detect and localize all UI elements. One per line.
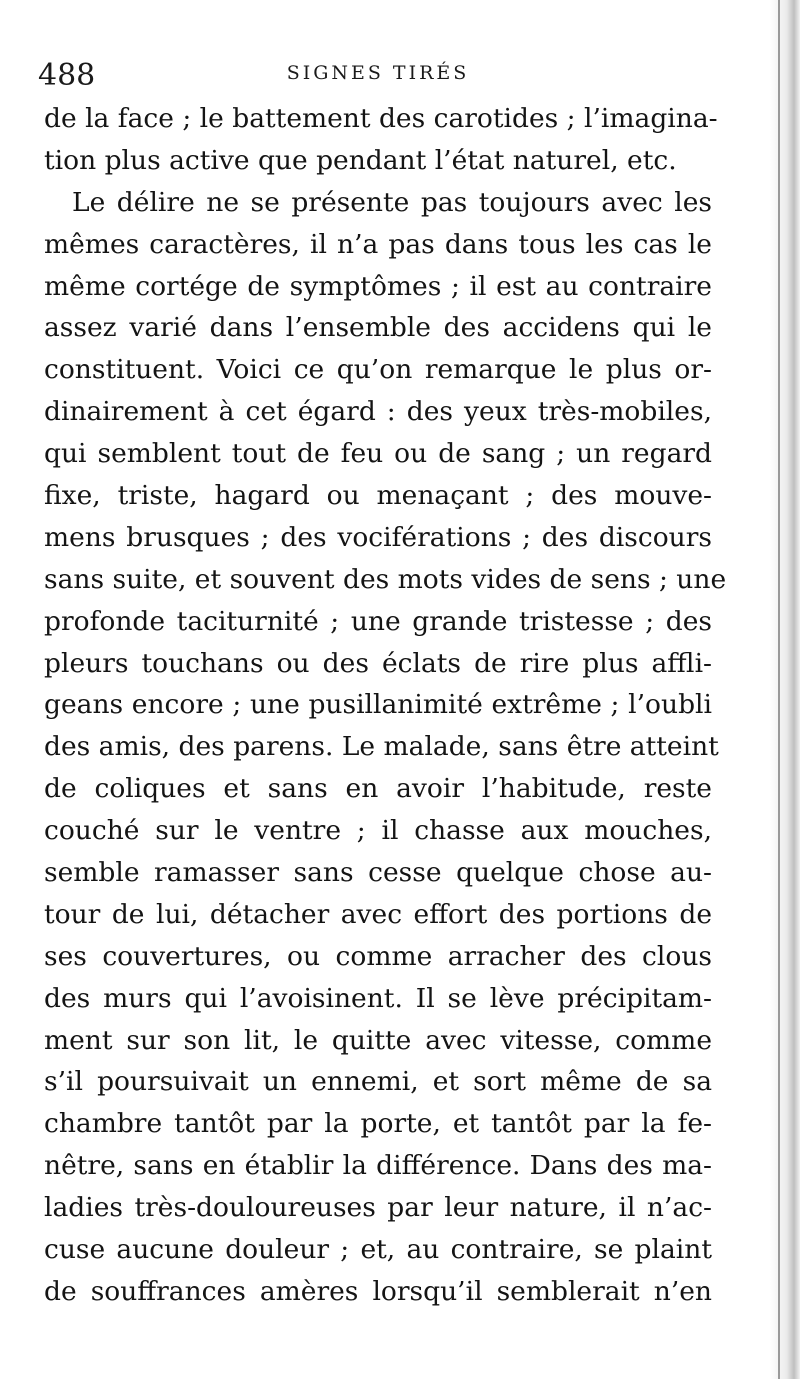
text-line: couché sur le ventre ; il chasse aux mouches, [44,815,712,847]
page-number: 488 [38,58,96,93]
text-line: fixe, triste, hagard ou menaçant ; des mouve- [44,480,712,512]
text-line: mens brusques ; des vociférations ; des discours [44,521,712,553]
text-line: qui semblent tout de feu ou de sang ; un regard [44,438,712,470]
text-line: ment sur son lit, le quitte avec vitesse, comme [44,1024,712,1056]
text-line: sans suite, et souvent des mots vides de sens ; une [44,563,727,595]
text-line: même cortége de symptômes ; il est au contraire [44,270,712,302]
text-line: cuse aucune douleur ; et, au contraire, se plaint [44,1234,712,1266]
text-line: des amis, des parens. Le malade, sans être atteint [44,731,719,763]
text-line: ladies très-douloureuses par leur nature, il n’ac- [44,1192,712,1224]
text-line: tion plus active que pendant l’état naturel, etc. [44,144,677,176]
text-line: de coliques et sans en avoir l’habitude, reste [44,773,712,805]
text-line: constituent. Voici ce qu’on remarque le plus or- [44,354,712,386]
text-line: des murs qui l’avoisinent. Il se lève précipitam- [44,982,712,1014]
text-line: Le délire ne se présente pas toujours avec les [72,186,712,218]
text-line: assez varié dans l’ensemble des accidens qui le [44,312,712,344]
page-edge-line [778,0,780,1379]
text-line: dinairement à cet égard : des yeux très-mobiles, [44,396,712,428]
text-line: semble ramasser sans cesse quelque chose au- [44,857,712,889]
text-line: de la face ; le battement des carotides ; l’imagina- [44,103,718,134]
text-line: nêtre, sans en établir la différence. Dans des ma- [44,1150,712,1182]
text-line: ses couvertures, ou comme arracher des clous [44,940,712,972]
text-line: s’il poursuivait un ennemi, et sort même de sa [44,1066,712,1098]
body-text [44,98,727,1313]
text-line: profonde taciturnité ; une grande tristesse ; des [44,605,712,637]
running-head: SIGNES TIRÉS [286,62,470,84]
text-line: geans encore ; une pusillanimité extrême ; l’oubli [44,689,712,721]
page-header [38,50,718,100]
text-line: mêmes caractères, il n’a pas dans tous les cas le [44,228,712,260]
text-line: chambre tantôt par la porte, et tantôt par la fe- [44,1108,712,1140]
text-line: de souffrances amères lorsqu’il semblerait n’en [44,1275,712,1307]
text-line: tour de lui, détacher avec effort des portions de [44,898,712,930]
page-edge-shadow [770,0,800,1379]
text-line: pleurs touchans ou des éclats de rire plus affli- [44,647,712,679]
